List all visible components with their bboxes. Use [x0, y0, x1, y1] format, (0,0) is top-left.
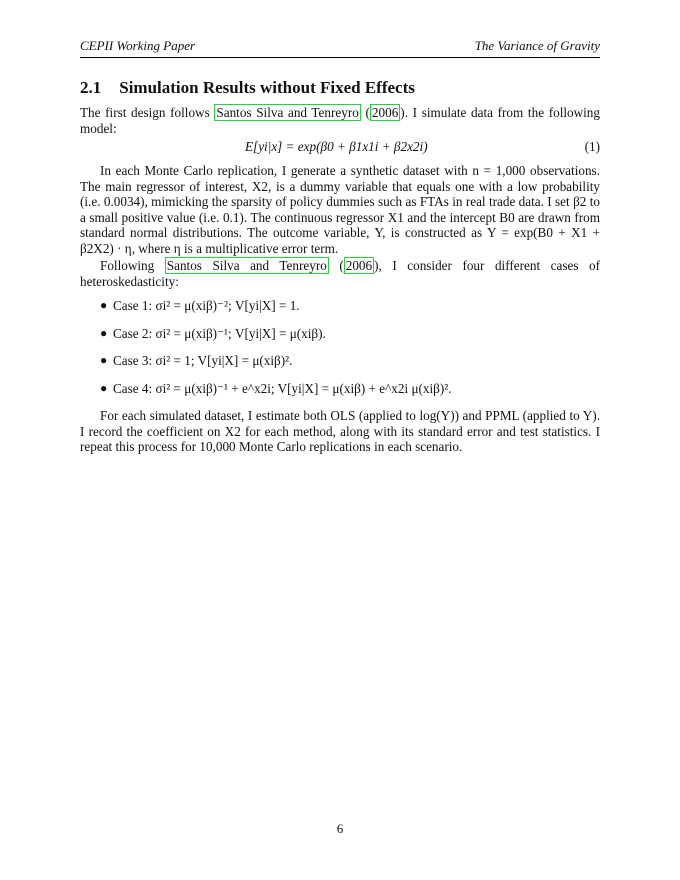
bullet-icon: ● [100, 325, 108, 340]
bullet-icon: ● [100, 380, 108, 395]
section-number: 2.1 [80, 78, 102, 97]
bullet-icon: ● [100, 298, 108, 312]
running-header [80, 38, 600, 58]
header-right: The Variance of Gravity [474, 38, 600, 53]
case-label: Case 2: [113, 325, 153, 341]
paragraph-heteroskedasticity: Following Santos Silva and Tenreyro ( 2006 ), I consider four different cases of heteroskedasticity: [80, 258, 600, 289]
paragraph-design: In each Monte Carlo replication, I generate a synthetic dataset with n = 1,000 observations. The main regressor of interest, X2, is a dummy variable that equals one with a low probability (i.e. 0.0034), mimicking the sparsity of policy dummies such as FTAs in real trade data. I set β2 to a small positive value (i.e. 0.1). The continuous regressor X1 and the intercept B0 are drawn from standard normal distributions. The outcome variable, Y, is constructed as Y = exp(B0 + X1 + β2X2) · η, where η is a multiplicative error term. [80, 163, 600, 256]
equation-1 [80, 139, 600, 155]
paragraph-intro: The first design follows Santos Silva and Tenreyro ( 2006 ). I simulate data from the following model: [80, 105, 600, 136]
cases-list [80, 298, 600, 408]
page-number: 6 [336, 821, 344, 836]
case-formula: σi² = 1; V[yi|X] = μ(xiβ)². [155, 353, 293, 368]
case-formula: σi² = μ(xiβ)⁻²; V[yi|X] = 1. [155, 298, 300, 313]
para1-text: The first design follows [80, 105, 215, 120]
case-label: Case 1: [113, 298, 153, 313]
case-label: Case 3: [113, 353, 153, 368]
case-formula: σi² = μ(xiβ)⁻¹ + e^x2i; V[yi|X] = μ(xiβ) + e^x2i μ(xiβ)². [155, 380, 452, 396]
paragraph-estimation: For each simulated dataset, I estimate both OLS (applied to log(Y)) and PPML (applied to Y). I record the coefficient on X2 for each method, along with its standard error and test statistics. I repeat this process for 10,000 Monte Carlo replications in each scenario. [80, 408, 600, 455]
equation-expression: E[yi|x] = exp(β0 + β1x1i + β2x2i) [245, 139, 428, 154]
bullet-icon: ● [100, 353, 108, 367]
para1-text-end: . I simulate data from the following model: [80, 105, 600, 136]
list-item [80, 326, 600, 354]
list-item [80, 353, 600, 381]
section-title: Simulation Results without Fixed Effects [119, 78, 415, 97]
citation-link-name-2[interactable]: Santos Silva and Tenreyro [166, 258, 327, 273]
list-item [80, 298, 600, 326]
list-item [80, 381, 600, 409]
section-heading [80, 78, 415, 98]
para3-text-end: , I consider four different cases of heteroskedasticity: [80, 258, 600, 289]
case-label: Case 4: [113, 380, 153, 396]
equation-number: (1) [584, 139, 600, 154]
header-left: CEPII Working Paper [80, 38, 196, 53]
citation-link-year-2[interactable]: 2006 [345, 258, 373, 273]
case-formula: σi² = μ(xiβ)⁻¹; V[yi|X] = μ(xiβ). [155, 325, 326, 341]
citation-link-year[interactable]: 2006 [371, 105, 399, 120]
para3-text: Following [100, 258, 165, 273]
citation-link-name[interactable]: Santos Silva and Tenreyro [216, 105, 359, 120]
